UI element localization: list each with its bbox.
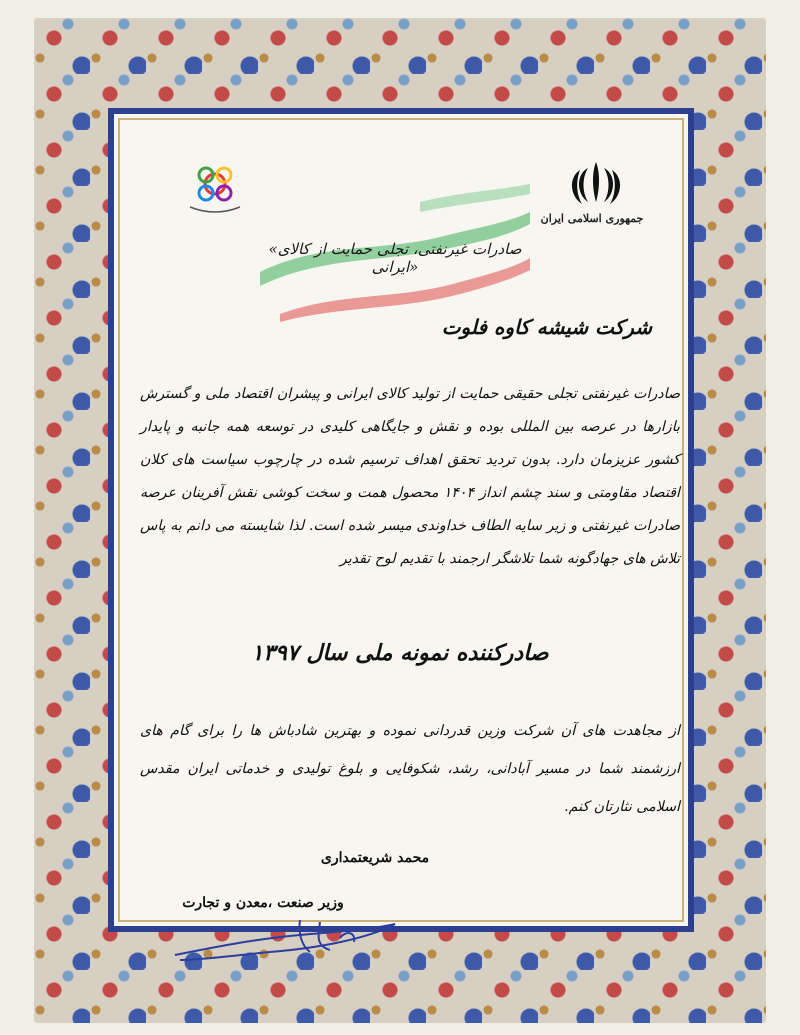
signatory-title: وزیر صنعت ،معدن و تجارت — [182, 895, 344, 911]
slogan: «صادرات غیرنفتی، تجلی حمایت از کالای ایرانی» — [268, 240, 522, 276]
company-name: شرکت شیشه کاوه فلوت — [441, 315, 652, 339]
trade-promotion-logo-icon — [186, 155, 244, 213]
award-title: صادرکننده نمونه ملی سال ۱۳۹۷ — [251, 640, 549, 666]
closing-paragraph: از مجاهدت های آن شرکت وزین قدردانی نموده و بهترین شادباش ها را برای گام های ارزشمند شما در مسیر آبادانی، رشد، شکوفایی و بلوغ تولیدی و خدماتی ایران مقدس اسلامی نثارتان کنم. — [140, 723, 680, 815]
certificate-content — [120, 120, 682, 920]
iran-emblem-icon — [566, 158, 626, 208]
signatory-name: محمد شریعتمداری — [320, 850, 430, 866]
signature-graphic — [170, 910, 400, 970]
country-name: جمهوری اسلامی ایران — [540, 212, 644, 225]
body-paragraph: صادرات غیرنفتی تجلی حقیقی حمایت از تولید کالای ایرانی و پیشران اقتصاد ملی و گسترش بازارها در عرصه بین المللی بوده و نقش و جایگاهی کلیدی در توسعه همه جانبه و پایدار کشور عزیزمان دارد. بدون تردید تحقق اهداف ترسیم شده در چارچوب سیاست های کلان اقتصاد مقاومتی و سند چشم انداز ۱۴۰۴ محصول همت و سخت کوشی نقش آفرینان عرصه صادرات غیرنفتی و زیر سایه الطاف خداوندی میسر شده است. لذا شایسته می دانم به پاس تلاش های جهادگونه شما تلاشگر ارجمند با تقدیم لوح تقدیر — [140, 386, 680, 567]
